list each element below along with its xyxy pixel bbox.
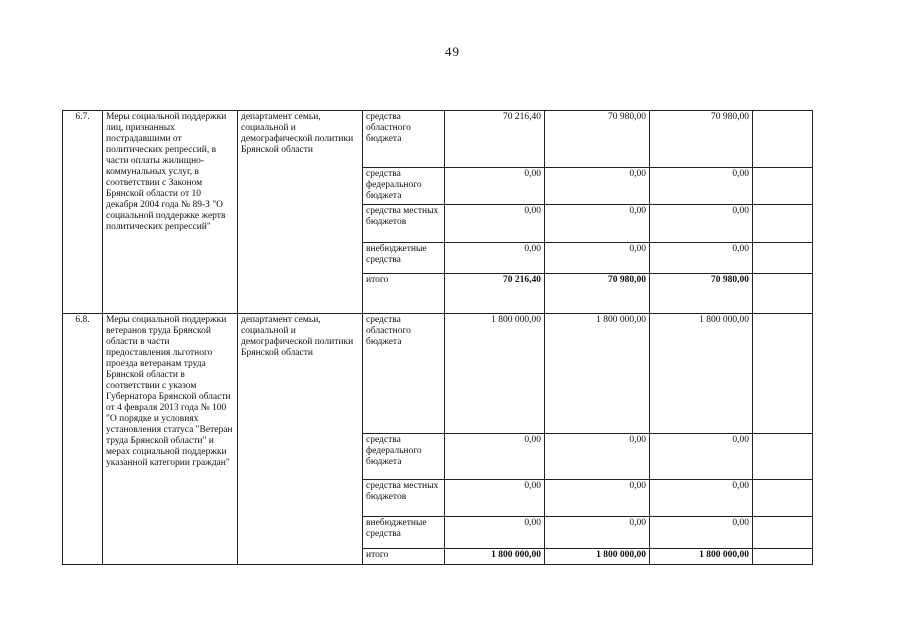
empty-cell (753, 205, 813, 243)
amount-cell: 0,00 (545, 205, 650, 243)
empty-cell (753, 314, 813, 434)
empty-cell (753, 517, 813, 549)
amount-cell: 0,00 (545, 243, 650, 274)
amount-cell: 0,00 (650, 517, 753, 549)
funding-source-label: средства областного бюджета (363, 111, 445, 168)
funding-source-label: внебюджетные средства (363, 243, 445, 274)
amount-cell: 1 800 000,00 (650, 314, 753, 434)
amount-cell: 0,00 (545, 517, 650, 549)
amount-cell: 70 980,00 (650, 111, 753, 168)
total-label: итого (363, 274, 445, 314)
measure-description: Меры социальной поддержки ветеранов труда Брянской области в части предоставления льготного проезда ветеранам труда Брянской области в соответствии с указом Губернатора Брянской области от 4 февраля 2013 года № 100 "О порядке и условиях установления статуса "Ветеран труда Брянской области" и мерах социальной поддержки указанной категории граждан" (103, 314, 238, 565)
amount-cell: 0,00 (545, 168, 650, 205)
executor: департамент семьи, социальной и демографической политики Брянской области (238, 314, 363, 565)
funding-source-label: внебюджетные средства (363, 517, 445, 549)
amount-cell: 0,00 (650, 243, 753, 274)
row-number: 6.8. (63, 314, 103, 565)
empty-cell (753, 549, 813, 565)
amount-cell: 0,00 (650, 434, 753, 480)
measure-description: Меры социальной поддержки лиц, признанных пострадавшими от политических репрессий, в части оплаты жилищно-коммунальных услуг, в соответствии с Законом Брянской области от 10 декабря 2004 года № 89-З "О социальной поддержке жертв политических репрессий" (103, 111, 238, 314)
amount-cell: 0,00 (445, 168, 545, 205)
empty-cell (753, 168, 813, 205)
amount-cell: 0,00 (650, 205, 753, 243)
total-label: итого (363, 549, 445, 565)
amount-cell: 0,00 (445, 243, 545, 274)
funding-source-label: средства областного бюджета (363, 314, 445, 434)
empty-cell (753, 274, 813, 314)
amount-cell: 0,00 (650, 168, 753, 205)
empty-cell (753, 111, 813, 168)
table-row (63, 111, 813, 168)
amount-cell: 0,00 (445, 205, 545, 243)
funding-source-label: средства федерального бюджета (363, 168, 445, 205)
total-amount: 1 800 000,00 (445, 549, 545, 565)
funding-source-label: средства местных бюджетов (363, 480, 445, 517)
empty-cell (753, 434, 813, 480)
amount-cell: 0,00 (445, 434, 545, 480)
amount-cell: 0,00 (545, 434, 650, 480)
budget-table (62, 110, 813, 565)
total-amount: 1 800 000,00 (650, 549, 753, 565)
empty-cell (753, 480, 813, 517)
row-number: 6.7. (63, 111, 103, 314)
empty-cell (753, 243, 813, 274)
amount-cell: 0,00 (445, 517, 545, 549)
total-amount: 70 216,40 (445, 274, 545, 314)
page-number: 49 (445, 44, 460, 59)
amount-cell: 70 216,40 (445, 111, 545, 168)
executor: департамент семьи, социальной и демографической политики Брянской области (238, 111, 363, 314)
total-amount: 70 980,00 (545, 274, 650, 314)
amount-cell: 70 980,00 (545, 111, 650, 168)
funding-source-label: средства местных бюджетов (363, 205, 445, 243)
amount-cell: 0,00 (445, 480, 545, 517)
funding-source-label: средства федерального бюджета (363, 434, 445, 480)
amount-cell: 0,00 (650, 480, 753, 517)
amount-cell: 0,00 (545, 480, 650, 517)
amount-cell: 1 800 000,00 (545, 314, 650, 434)
total-amount: 70 980,00 (650, 274, 753, 314)
total-amount: 1 800 000,00 (545, 549, 650, 565)
table-row (63, 314, 813, 434)
amount-cell: 1 800 000,00 (445, 314, 545, 434)
